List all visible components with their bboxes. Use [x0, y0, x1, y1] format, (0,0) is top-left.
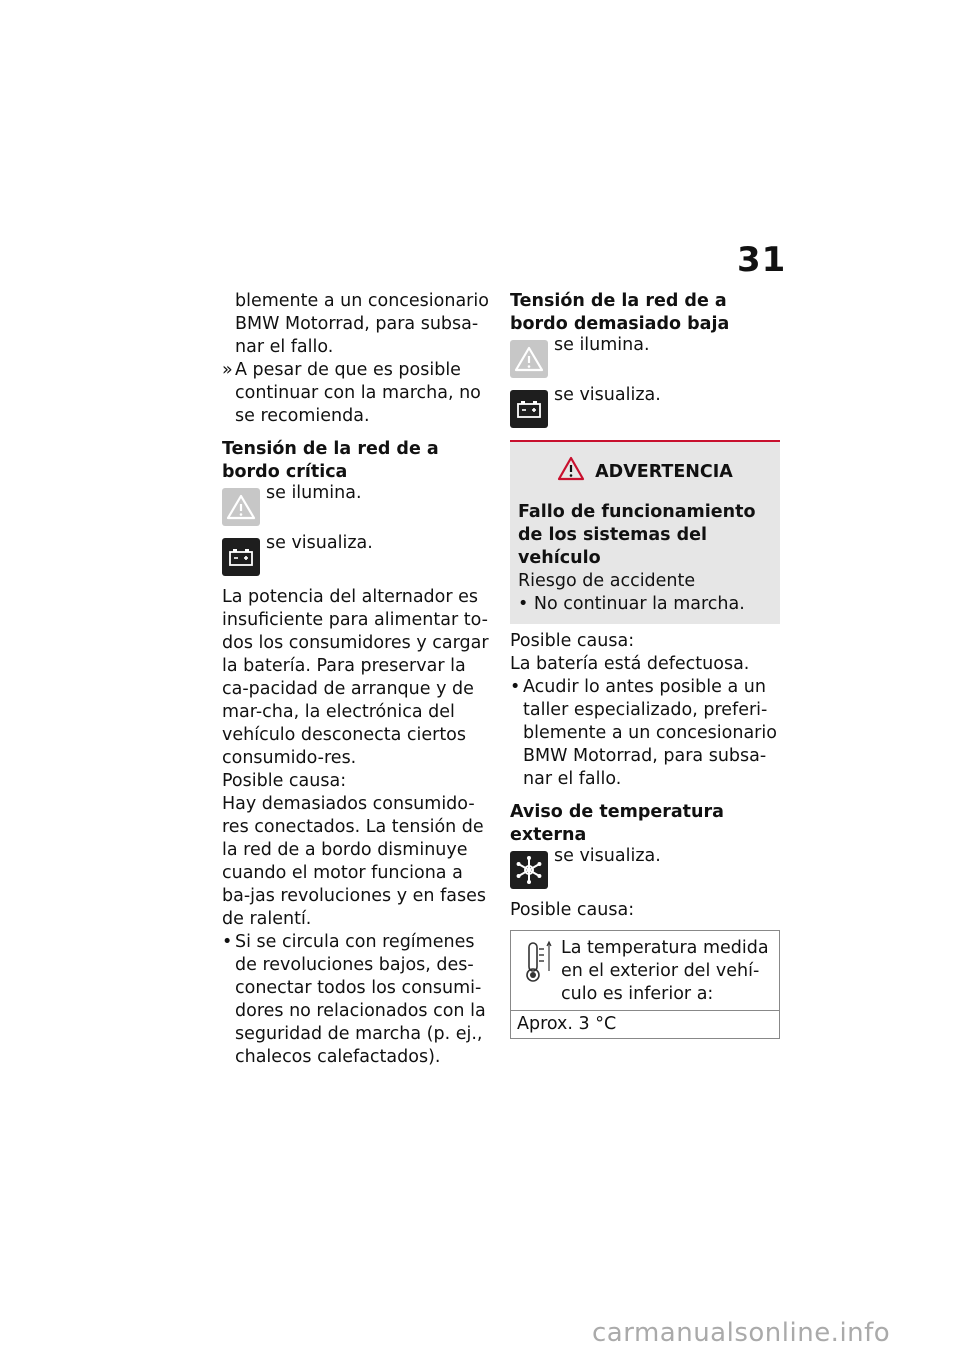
- thermometer-icon: [517, 937, 553, 985]
- warning-subtitle: Fallo de funcionamiento de los sistemas del vehículo: [518, 502, 756, 568]
- icon-text: se visualiza.: [554, 385, 661, 405]
- icon-text: se ilumina.: [266, 483, 362, 503]
- battery-icon: [222, 538, 260, 576]
- battery-icon: [510, 390, 548, 428]
- warning-risk: Riesgo de accidente: [518, 571, 696, 591]
- right-column: [510, 290, 780, 1039]
- cause-text: La batería está defectuosa.: [510, 654, 750, 674]
- warning-triangle-icon: [557, 456, 585, 489]
- cause-paragraph: Hay demasiados consumido-res conectados. La tensión de la red de a bordo disminuye cuando el motor funciona a ba-jas revoluciones y en fases de ralentí.: [222, 794, 486, 929]
- table-row: [511, 1011, 779, 1038]
- cause-label: Posible causa:: [222, 771, 347, 791]
- bullet-item: [222, 931, 492, 1069]
- bullet-mark: •: [518, 594, 529, 614]
- warning-light-line: [222, 483, 492, 526]
- page-number: 31: [737, 240, 787, 280]
- warning-triangle-icon: [510, 340, 548, 378]
- bullet-item: [510, 676, 780, 791]
- warning-title: ADVERTENCIA: [595, 462, 733, 482]
- heading-critical-voltage: Tensión de la red de a bordo crítica: [222, 439, 439, 482]
- heading-low-voltage: Tensión de la red de a bordo demasiado baja: [510, 291, 730, 334]
- warning-bullet: [518, 593, 772, 616]
- value-table: [510, 930, 780, 1039]
- snowflake-icon: [510, 851, 548, 889]
- arrow-item: [222, 359, 492, 428]
- alternator-paragraph: La potencia del alternador es insuficiente para alimentar to-dos los consumidores y cargar la batería. Para preservar la ca-pacidad de arranque y de mar-cha, la electrónica del vehículo desconecta ciertos consumido-res.: [222, 587, 489, 768]
- arrow-item-text: A pesar de que es posible continuar con la marcha, no se recomienda.: [235, 360, 481, 426]
- warning-light-line: [510, 335, 780, 378]
- bullet-text: No continuar la marcha.: [533, 594, 745, 614]
- bullet-text: Si se circula con regímenes de revoluciones bajos, des-conectar todos los consumi-dores no relacionados con la seguridad de marcha (p. ej., chalecos calefactados).: [235, 932, 486, 1067]
- warning-box: [510, 440, 780, 624]
- bullet-mark: •: [222, 932, 233, 952]
- cause-label: Posible causa:: [510, 900, 635, 920]
- table-cell: Aprox. 3 °C: [517, 1014, 617, 1034]
- battery-symbol-line: [222, 533, 492, 576]
- heading-outside-temperature: Aviso de temperatura externa: [510, 802, 724, 845]
- table-row: [511, 931, 779, 1011]
- warning-header: [518, 456, 772, 489]
- watermark: carmanualsonline.info: [592, 1318, 891, 1348]
- bullet-text: Acudir lo antes posible a un taller especializado, preferi-blemente a un concesionario BMW Motorrad, para subsa-nar el fallo.: [523, 677, 777, 789]
- frost-symbol-line: [510, 846, 780, 889]
- icon-text: se visualiza.: [554, 846, 661, 866]
- battery-symbol-line: [510, 385, 780, 428]
- bullet-mark: •: [510, 677, 521, 697]
- warning-triangle-icon: [222, 488, 260, 526]
- table-cell: La temperatura medida en el exterior del vehí-culo es inferior a:: [561, 938, 769, 1004]
- cause-label: Posible causa:: [510, 631, 635, 651]
- left-column: [222, 290, 492, 1069]
- arrow-mark: »: [222, 360, 233, 380]
- icon-text: se visualiza.: [266, 533, 373, 553]
- continuation-text: blemente a un concesionario BMW Motorrad, para subsa-nar el fallo.: [235, 291, 489, 357]
- icon-text: se ilumina.: [554, 335, 650, 355]
